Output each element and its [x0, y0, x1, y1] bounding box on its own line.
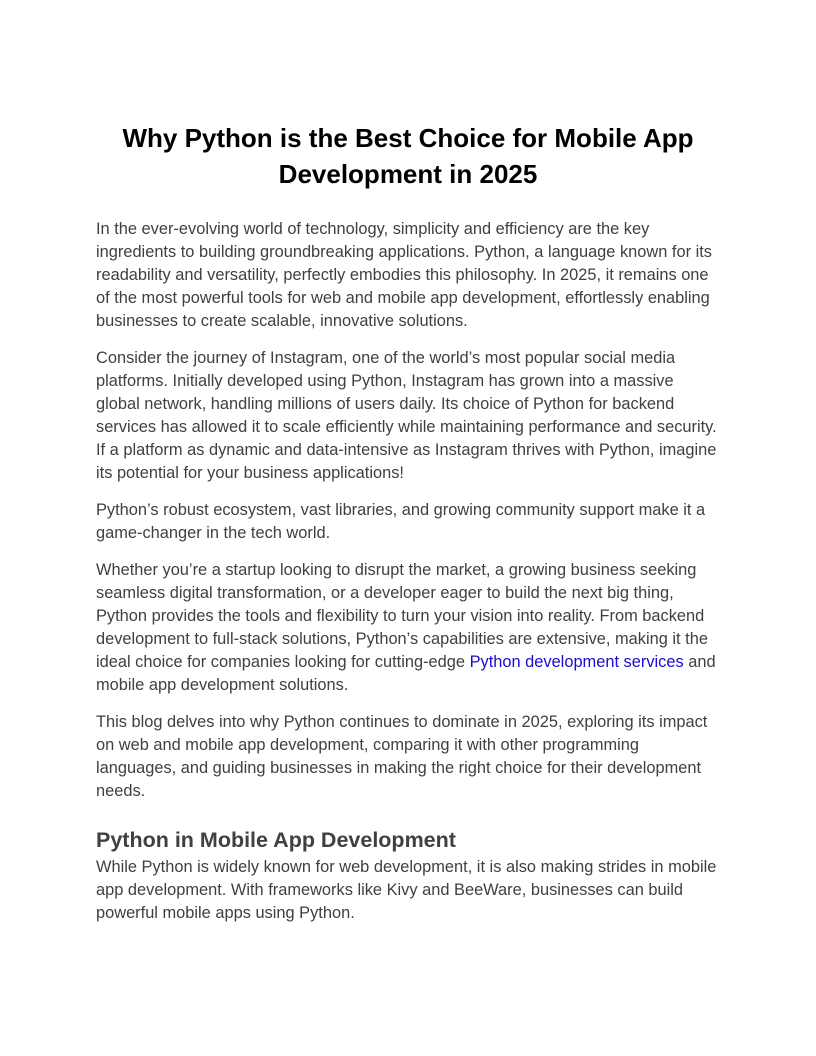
audience-paragraph-tail: and mobile app development solutions.: [96, 653, 716, 694]
section-heading: Python in Mobile App Development: [96, 828, 456, 852]
audience-paragraph-text: Whether you’re a startup looking to disrupt the market, a growing business seeking seamless digital transformation, or a developer eager to build the next big thing, Python provides the tools and flexibility to turn your vision into reality. From backend development to full-stack solutions, Python’s capabilities are extensive, making it the ideal choice for companies looking for cutting-edge: [96, 561, 708, 671]
document-page: [96, 120, 720, 925]
blog-overview-paragraph: This blog delves into why Python continues to dominate in 2025, exploring its impact on web and mobile app development, comparing it with other programming languages, and guiding businesses in making the right choice for their development needs.: [96, 713, 708, 800]
python-development-services-link[interactable]: Python development services: [469, 653, 684, 671]
mobile-dev-paragraph: While Python is widely known for web development, it is also making strides in mobile app development. With frameworks like Kivy and BeeWare, businesses can build powerful mobile apps using Python.: [96, 858, 717, 922]
intro-paragraph: In the ever-evolving world of technology, simplicity and efficiency are the key ingredients to building groundbreaking applications. Python, a language known for its readability and versatility, perfectly embodies this philosophy. In 2025, it remains one of the most powerful tools for web and mobile app development, effortlessly enabling businesses to create scalable, innovative solutions.: [96, 220, 712, 330]
ecosystem-paragraph: Python’s robust ecosystem, vast libraries, and growing community support make it a game-changer in the tech world.: [96, 501, 706, 542]
audience-paragraph: [96, 559, 720, 697]
page-title: Why Python is the Best Choice for Mobile App Development in 2025: [122, 123, 694, 189]
instagram-paragraph: Consider the journey of Instagram, one of the world’s most popular social media platforms. Initially developed using Python, Instagram has grown into a massive global network, handling millions of users daily. Its choice of Python for backend services has allowed it to scale efficiently while maintaining performance and security. If a platform as dynamic and data-intensive as Instagram thrives with Python, imagine its potential for your business applications!: [96, 349, 717, 482]
